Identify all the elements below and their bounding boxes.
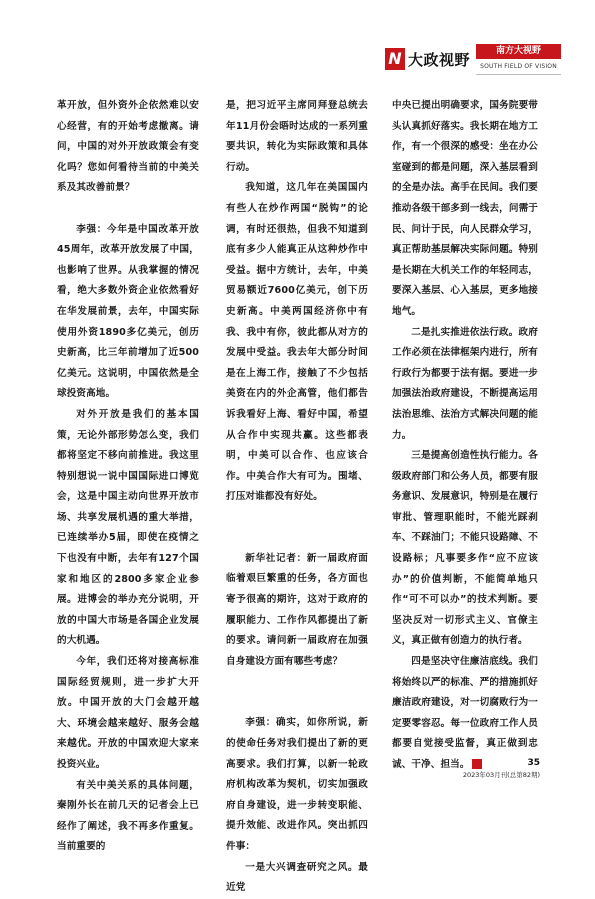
article-column-1 — [57, 96, 199, 858]
column-english-name: SOUTH FIELD OF VISION — [476, 60, 561, 75]
paragraph: 一是大兴调查研究之风。最近党 — [226, 861, 368, 894]
page-footer — [463, 758, 540, 779]
magazine-logo — [385, 48, 470, 70]
paragraph: 李强：确实，如你所说，新的使命任务对我们提出了新的更高要求。我们打算，以新一轮政府机构改革为契机，切实加强政府自身建设，进一步转变职能、提升效能、改进作风。突出抓四件事： — [226, 717, 368, 852]
page-header — [385, 44, 561, 74]
column-tag: 南方大视野 — [476, 44, 561, 59]
paragraph: 今年，我们还将对接高标准国际经贸规则，进一步扩大开放。中国开放的大门会越开越大、环境会越来越好、服务会越来越优。开放的中国欢迎大家来投资兴业。 — [57, 656, 199, 770]
paragraph: 二是扎实推进依法行政。政府工作必须在法律框架内进行，所有行政行为都要于法有据。要进一步加强法治政府建设，不断提高运用法治思维、法治方式解决问题的能力。 — [392, 326, 538, 441]
paragraph-text: 四是坚决守住廉洁底线。我们将始终以严的标准、严的措施抓好廉洁政府建设，对一切腐败行为一定要零容忍。每一位政府工作人员都要自觉接受监督，真正做到忠诚、干净、担当。 — [392, 656, 538, 770]
end-mark-icon: N — [472, 759, 482, 769]
paragraph: 三是提高创造性执行能力。各级政府部门和公务人员，都要有服务意识、发展意识，特别是在履行审批、管理职能时，不能光踩刹车、不踩油门；不能只设路障、不设路标；凡事要多作“应不应该办”的价值判断，不能简单地只作“可不可以办”的技术判断。要坚决反对一切形式主义、官僚主义，真正做有创造力的执行者。 — [392, 450, 538, 647]
question-paragraph: 新华社记者：新一届政府面临着艰巨繁重的任务，各方面也寄予很高的期许，这对于政府的履职能力、工作作风都提出了新的要求。请问新一届政府在加强自身建设方面有哪些考虑？ — [226, 552, 368, 667]
article-column-3 — [392, 96, 538, 776]
paragraph: 有关中美关系的具体问题，秦刚外长在前几天的记者会上已经作了阐述，我不再多作重复。当前重要的 — [57, 779, 199, 853]
issue-info: 2023年03月刊(总第82期) — [462, 771, 540, 779]
paragraph: 中央已提出明确要求，国务院要带头认真抓好落实。我长期在地方工作，有一个很深的感受：坐在办公室碰到的都是问题，深入基层看到的全是办法。高手在民间。我们要推动各级干部多到一线去，问需于民、问计于民，向人民群众学习，真正帮助基层解决实际问题。特别是长期在大机关工作的年轻同志，要深入基层、心入基层，更多地接地气。 — [392, 100, 538, 317]
logo-n-icon: N — [385, 48, 405, 70]
section-title: 大政视野 — [408, 50, 471, 69]
paragraph: 是，把习近平主席同拜登总统去年11月份会晤时达成的一系列重要共识，转化为实际政策和具体行动。 — [226, 100, 368, 173]
paragraph: 李强：今年是中国改革开放45周年，改革开放发展了中国，也影响了世界。从我掌握的情况看，绝大多数外资企业依然看好在华发展前景，去年，中国实际使用外资1890多亿美元，创历史新高，比三年前增加了近500亿美元。这说明，中国依然是全球投资高地。 — [57, 223, 199, 400]
paragraph: 对外开放是我们的基本国策，无论外部形势怎么变，我们都将坚定不移向前推进。我这里特别想说一说中国国际进口博览会，这是中国主动向世界开放市场、共享发展机遇的重大举措，已连续举办5届，即使在疫情之下也没有中断，去年有127个国家和地区的2800多家企业参展。进博会的举办充分说明，开放的中国大市场是各国企业发展的大机遇。 — [57, 408, 199, 647]
paragraph: 革开放，但外资外企依然难以安心经营，有的开始考虑撤离。请问，中国的对外开放政策会有变化吗？您如何看待当前的中美关系及其改善前景？ — [57, 100, 199, 194]
article-column-2 — [226, 96, 368, 899]
paragraph: 我知道，这几年在美国国内有些人在炒作两国“脱钩”的论调，有时还很热，但我不知道到底有多少人能真正从这种炒作中受益。据中方统计，去年，中美贸易额近7600亿美元，创下历史新高。中美两国经济你中有我、我中有你，彼此都从对方的发展中受益。我去年大部分时间是在上海工作，接触了不少包括美资在内的外企高管，他们都告诉我看好上海、看好中国，希望从合作中实现共赢。这些都表明，中美可以合作、也应该合作。中美合作大有可为。围堵、打压对谁都没有好处。 — [226, 182, 368, 503]
page-number: 35 — [527, 758, 540, 768]
